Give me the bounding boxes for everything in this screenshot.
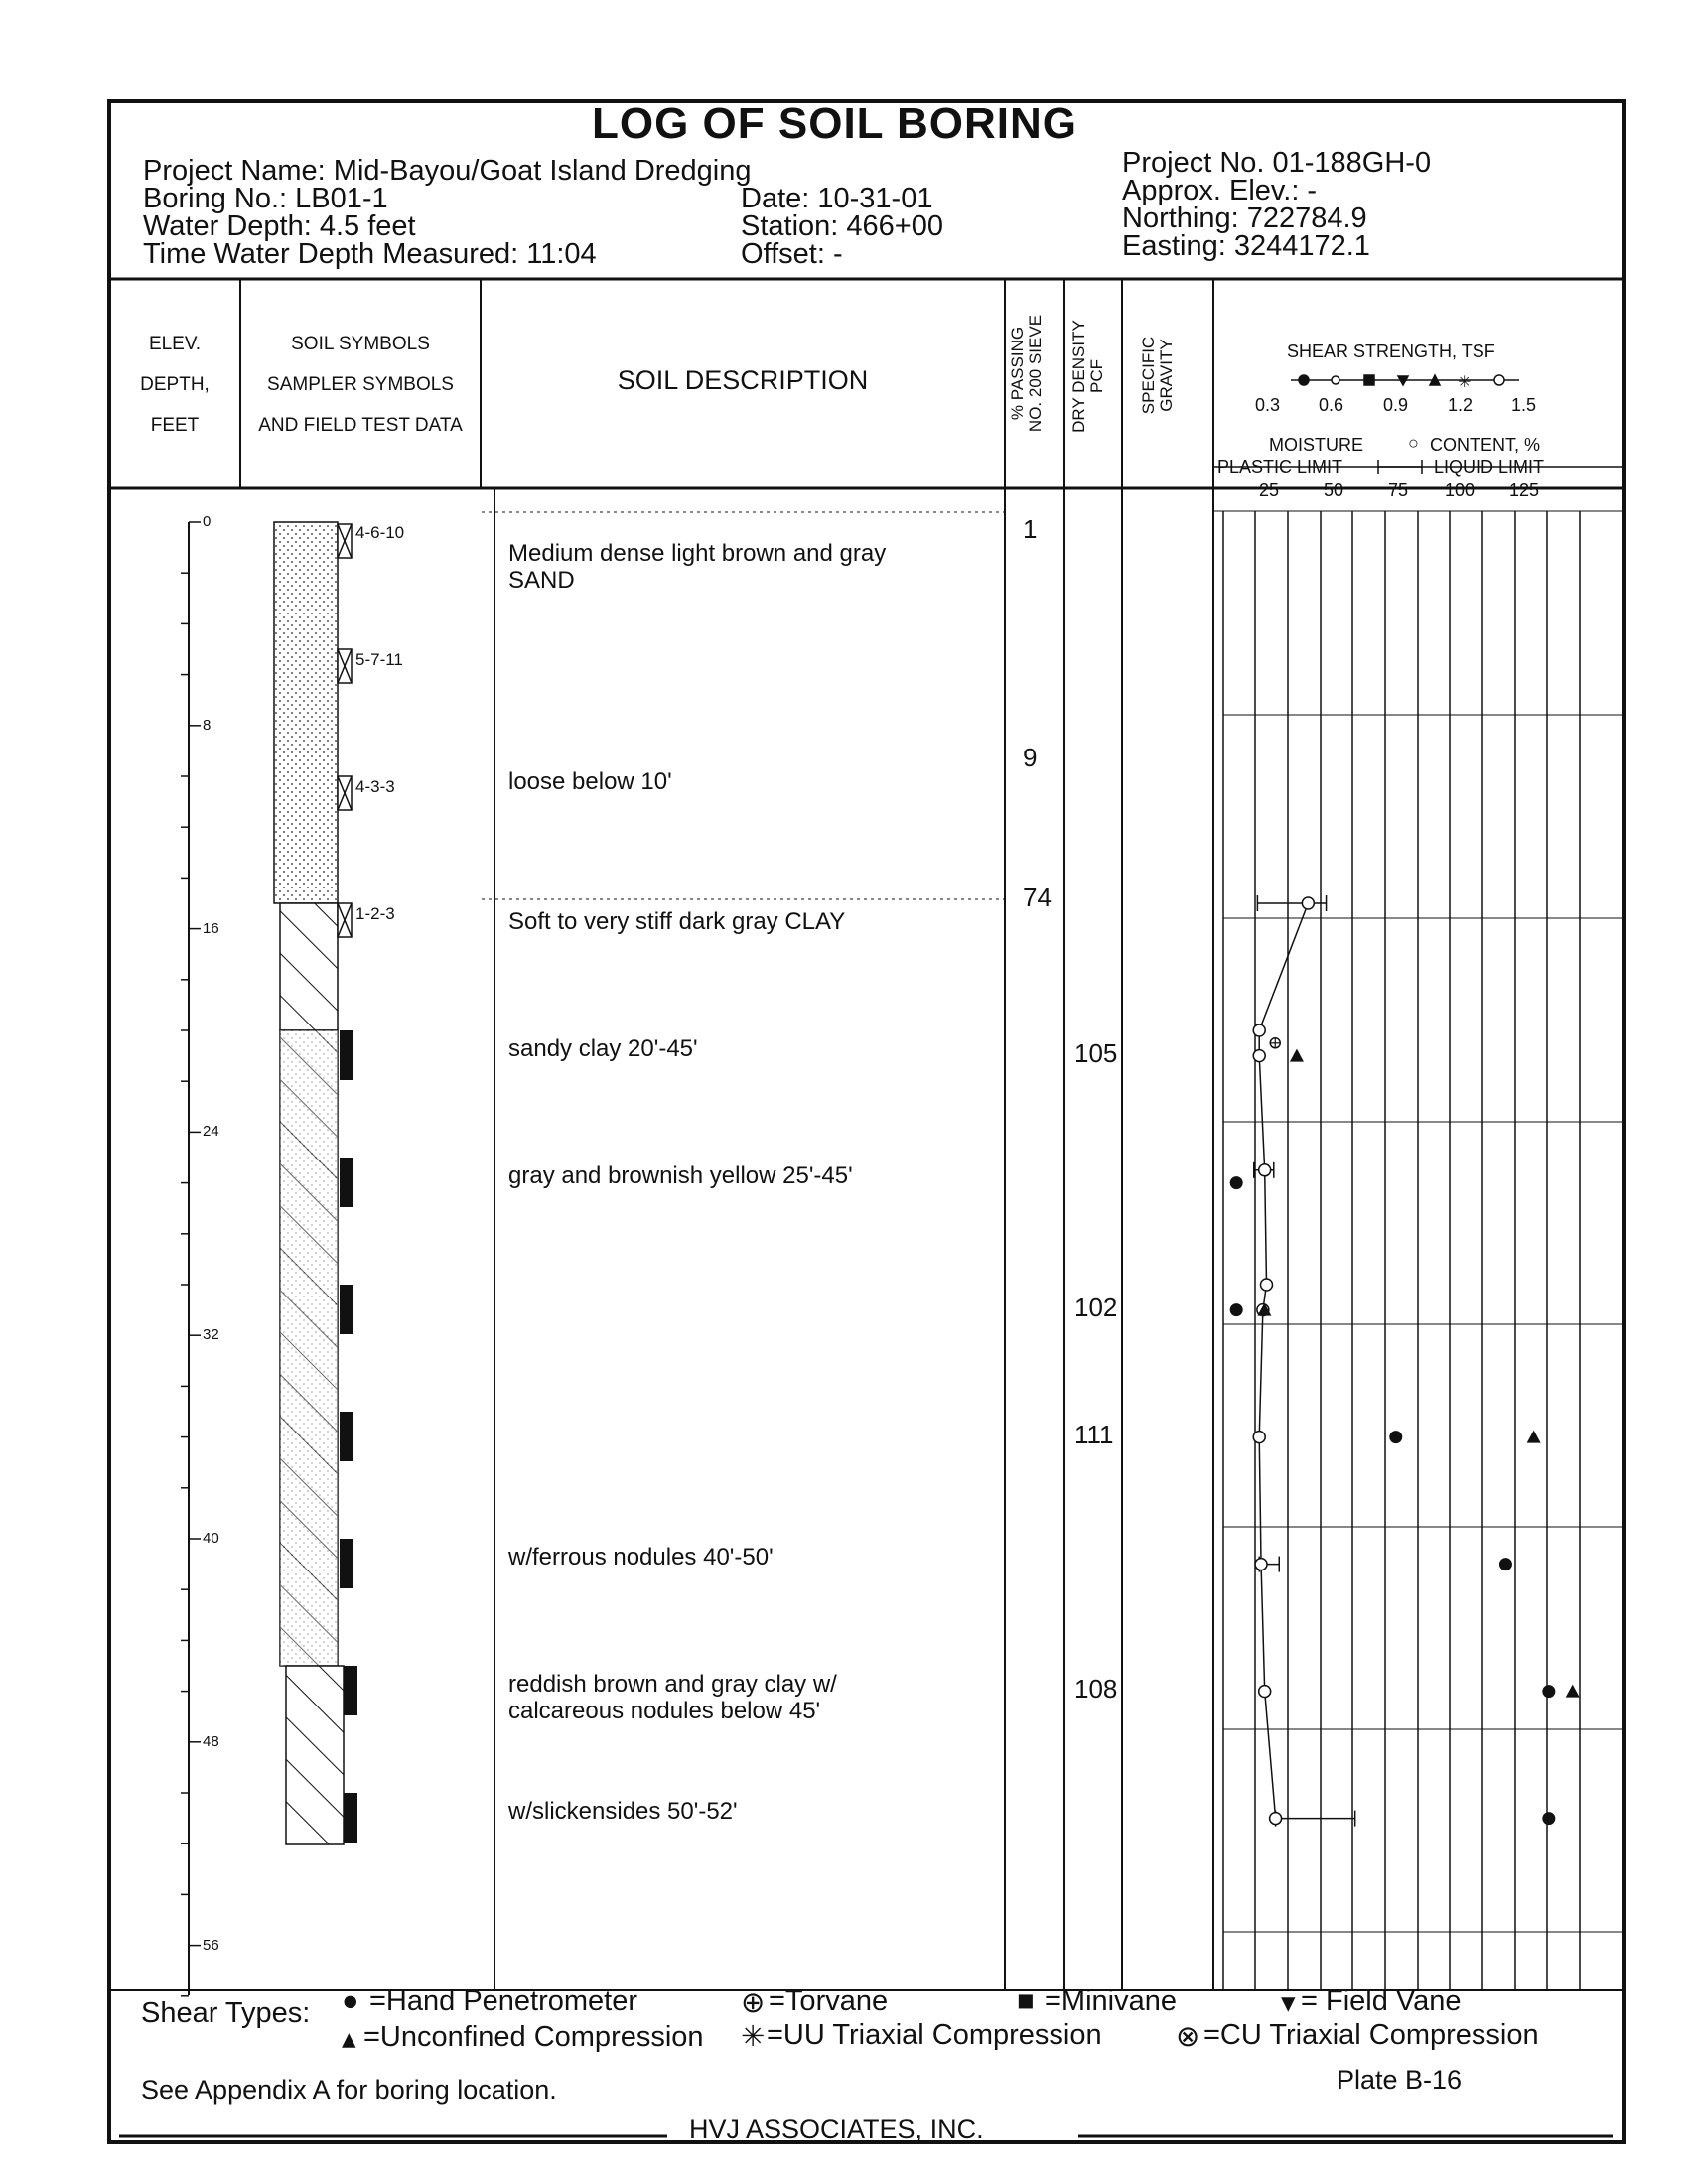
hand-penetrometer-icon: ● — [342, 1985, 359, 2017]
uu-triaxial-icon: ✳ — [741, 2021, 766, 2053]
hand-penetrometer-point — [1542, 1812, 1555, 1825]
legend-hand-penetrometer: =Hand Penetrometer — [369, 1985, 638, 2017]
depth-tick-label: 24 — [203, 1123, 219, 1141]
dry-density-value: 111 — [1074, 1419, 1114, 1449]
shear-tick-1: 0.3 — [1255, 395, 1281, 415]
legend-uu-triaxial: =UU Triaxial Compression — [767, 2019, 1102, 2051]
legend-torvane: =Torvane — [769, 1985, 889, 2017]
col-header-depth-line1: ELEV. — [148, 334, 202, 354]
moisture-point — [1270, 1813, 1282, 1825]
shear-tick-3: 0.9 — [1383, 395, 1409, 415]
soil-description-line: reddish brown and gray clay w/ — [508, 1670, 837, 1698]
moisture-point — [1253, 1050, 1265, 1062]
soil-description-line: SAND — [508, 566, 575, 594]
moisture-content-line — [1259, 903, 1308, 1819]
dry-density-value: 108 — [1074, 1673, 1118, 1704]
col-header-depth-line3: FEET — [150, 415, 200, 436]
moisture-point — [1261, 1279, 1273, 1291]
time-water-depth-measured: Time Water Depth Measured: 11:04 — [143, 238, 597, 270]
soil-description — [508, 1671, 837, 1724]
col-header-description: SOIL DESCRIPTION — [617, 365, 869, 395]
col-header-gravity-line1: SPECIFIC — [1139, 336, 1158, 415]
liquid-limit-label: LIQUID LIMIT — [1434, 457, 1545, 477]
shear-tick-2: 0.6 — [1319, 395, 1344, 415]
moisture-tick-4: 100 — [1445, 480, 1476, 500]
moisture-title: MOISTURE — [1269, 435, 1364, 455]
depth-tick-label: 56 — [203, 1936, 219, 1954]
col-header-passing-line1: % PASSING — [1008, 326, 1027, 421]
soil-description — [508, 908, 845, 935]
moisture-point — [1253, 1024, 1265, 1036]
torvane-icon: ⊕ — [741, 1987, 766, 2019]
moisture-point — [1259, 1686, 1271, 1698]
hand-penetrometer-point — [1499, 1558, 1512, 1570]
project-name: Project Name: Mid-Bayou/Goat Island Dredging — [143, 155, 752, 187]
passing-200-value: 74 — [1023, 883, 1052, 913]
soil-description — [508, 1798, 738, 1825]
legend-cu-triaxial: =CU Triaxial Compression — [1203, 2019, 1539, 2051]
offset: Offset: - — [741, 238, 843, 270]
content-title: CONTENT, % — [1430, 435, 1541, 455]
soil-description — [508, 768, 672, 795]
shear-tick-4: 1.2 — [1448, 395, 1474, 415]
passing-200-value: 9 — [1023, 743, 1038, 773]
unconfined-compression-point — [1290, 1049, 1304, 1062]
moisture-tick-5: 125 — [1509, 480, 1540, 500]
soil-description-line: sandy clay 20'-45' — [508, 1034, 698, 1062]
page-title: LOG OF SOIL BORING — [592, 99, 1077, 148]
dry-density-value: 105 — [1074, 1037, 1118, 1068]
hand-penetrometer-point — [1542, 1685, 1555, 1698]
depth-tick-label: 16 — [203, 919, 219, 937]
plastic-limit-label: PLASTIC LIMIT — [1217, 457, 1343, 477]
col-header-symbols-line3: AND FIELD TEST DATA — [258, 415, 463, 436]
moisture-point — [1253, 1432, 1265, 1443]
unconfined-compression-icon: ▴ — [342, 2023, 356, 2055]
col-header-density-line2: PCF — [1087, 359, 1106, 393]
soil-description-line: loose below 10' — [508, 768, 672, 795]
moisture-point — [1259, 1164, 1271, 1176]
blow-count-label: 4-6-10 — [355, 523, 405, 542]
blow-count-label: 1-2-3 — [355, 904, 395, 923]
soil-description-line: w/ferrous nodules 40'-50' — [508, 1543, 774, 1570]
easting: Easting: 3244172.1 — [1122, 230, 1370, 262]
legend-unconfined-compression: =Unconfined Compression — [363, 2021, 704, 2053]
unconfined-compression-point — [1566, 1685, 1580, 1698]
northing: Northing: 722784.9 — [1122, 203, 1367, 234]
dry-density-value: 102 — [1074, 1292, 1118, 1322]
moisture-tick-3: 75 — [1388, 480, 1409, 500]
moisture-point — [1302, 897, 1314, 909]
shear-types-label: Shear Types: — [141, 1997, 311, 2029]
soil-description-line: gray and brownish yellow 25'-45' — [508, 1161, 853, 1189]
soil-description-line: Soft to very stiff dark gray CLAY — [508, 907, 846, 935]
plate-number: Plate B-16 — [1337, 2065, 1463, 2095]
depth-tick-label: 40 — [203, 1530, 219, 1547]
approx-elev: Approx. Elev.: - — [1122, 175, 1318, 206]
blow-count-label: 5-7-11 — [355, 650, 403, 669]
col-header-density-line1: DRY DENSITY — [1069, 320, 1088, 433]
soil-description — [508, 1035, 698, 1062]
moisture-circle-icon: ○ — [1408, 433, 1419, 453]
svg-text:✳: ✳ — [1458, 374, 1472, 391]
legend-minivane: =Minivane — [1045, 1985, 1177, 2017]
company-name: HVJ ASSOCIATES, INC. — [689, 2115, 984, 2144]
field-vane-icon: ▾ — [1281, 1987, 1296, 2019]
project-no: Project No. 01-188GH-0 — [1122, 147, 1432, 179]
boring-no: Boring No.: LB01-1 — [143, 183, 388, 214]
soil-description-line: calcareous nodules below 45' — [508, 1697, 821, 1724]
hand-penetrometer-point — [1389, 1431, 1402, 1443]
col-header-symbols-line1: SOIL SYMBOLS — [291, 334, 430, 354]
depth-tick-label: 0 — [203, 513, 212, 530]
soil-description — [508, 540, 886, 594]
legend-field-vane: = Field Vane — [1301, 1985, 1462, 2017]
soil-description-line: w/slickensides 50'-52' — [508, 1797, 738, 1825]
water-depth: Water Depth: 4.5 feet — [143, 210, 416, 242]
appendix-note: See Appendix A for boring location. — [141, 2075, 557, 2105]
blow-count-label: 4-3-3 — [355, 777, 395, 796]
boring-date: Date: 10-31-01 — [741, 183, 933, 214]
station: Station: 466+00 — [741, 210, 943, 242]
passing-200-value: 1 — [1023, 514, 1038, 544]
moisture-tick-2: 50 — [1324, 480, 1344, 500]
shear-tick-5: 1.5 — [1511, 395, 1537, 415]
soil-description — [508, 1162, 853, 1189]
col-header-depth-line2: DEPTH, — [140, 374, 210, 395]
depth-tick-label: 48 — [203, 1732, 219, 1750]
depth-tick-label: 32 — [203, 1326, 219, 1344]
col-header-gravity-line2: GRAVITY — [1157, 339, 1176, 412]
cu-triaxial-icon: ⊗ — [1176, 2021, 1200, 2053]
soil-description-line: Medium dense light brown and gray — [508, 539, 887, 567]
col-header-symbols-line2: SAMPLER SYMBOLS — [267, 374, 454, 395]
unconfined-compression-point — [1527, 1431, 1541, 1443]
hand-penetrometer-point — [1230, 1176, 1243, 1189]
minivane-icon: ■ — [1017, 1985, 1035, 2017]
hand-penetrometer-point — [1230, 1303, 1243, 1316]
soil-description — [508, 1544, 774, 1570]
col-header-passing-line2: NO. 200 SIEVE — [1026, 314, 1045, 433]
moisture-tick-1: 25 — [1259, 480, 1280, 500]
moisture-point — [1255, 1559, 1267, 1570]
depth-tick-label: 8 — [203, 716, 212, 734]
shear-strength-title: SHEAR STRENGTH, TSF — [1287, 341, 1495, 361]
